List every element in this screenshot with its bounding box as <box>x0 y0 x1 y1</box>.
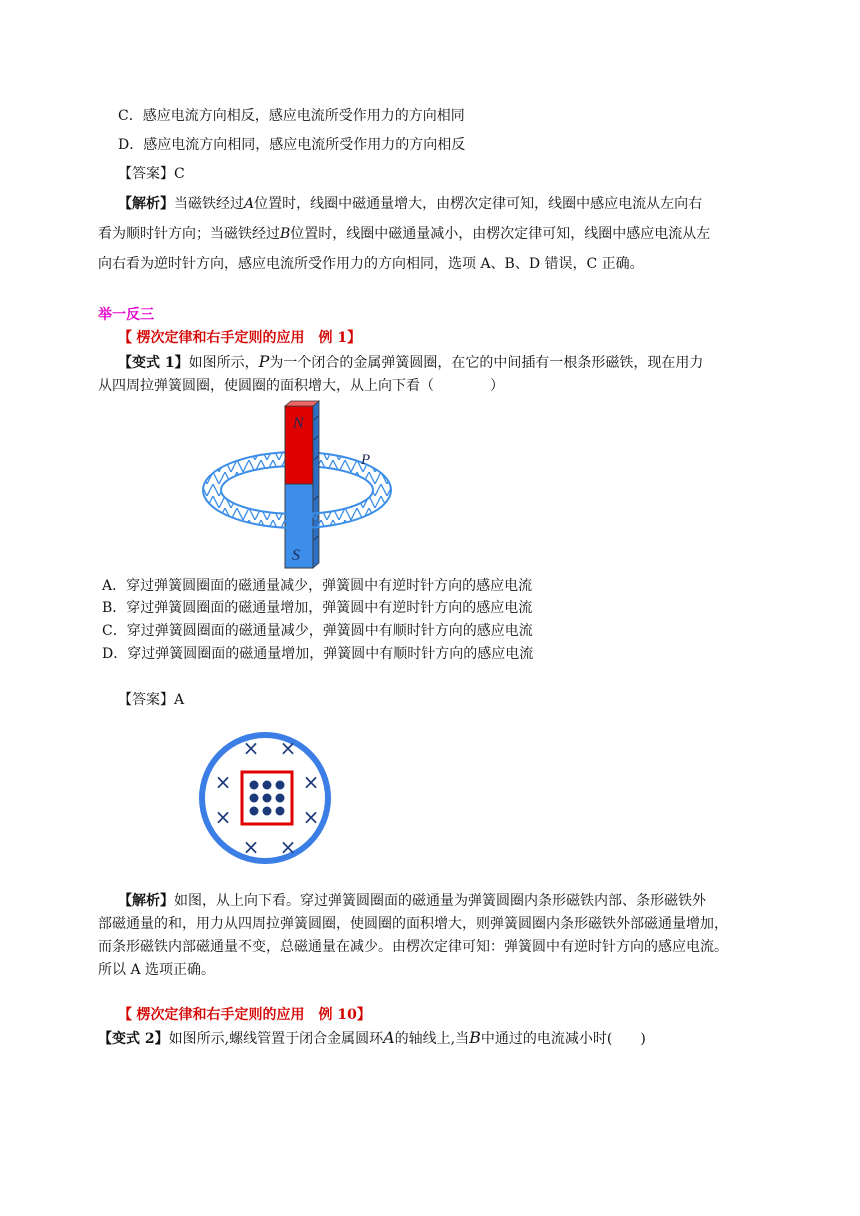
cross-mark: × <box>242 736 260 760</box>
bracket-left: 【 <box>118 1007 132 1023</box>
option-d-prev: D．感应电流方向相同，感应电流所受作用力的方向相反 <box>118 137 466 153</box>
option-c-prev: C．感应电流方向相反，感应电流所受作用力的方向相同 <box>118 108 465 124</box>
bracket-left: 【 <box>118 330 132 346</box>
variant-label: 【变式 2】 <box>98 1031 169 1047</box>
analysis-2-line-2: 部磁通量的和，用力从四周拉弹簧圆圈，使圆圈的面积增大，则弹簧圆圈内条形磁铁外部磁通量增加， <box>98 916 728 932</box>
ring-a-label: A <box>383 1028 395 1047</box>
s-pole-label: S <box>292 547 300 564</box>
analysis-2-line-3: 而条形磁铁内部磁通量不变，总磁通量在减少。由楞次定律可知：弹簧圆中有逆时针方向的感应电流。 <box>98 939 728 955</box>
variant-text: 的轴线上,当 <box>394 1031 470 1047</box>
cross-mark: × <box>214 770 232 794</box>
analysis-1-line-1 <box>118 194 702 214</box>
answer-value: C <box>174 166 185 182</box>
answer-value: A <box>174 692 185 708</box>
heading-2 <box>118 1005 371 1025</box>
position-b: B <box>280 226 291 242</box>
dots-grid <box>250 781 285 816</box>
bracket-right: 】 <box>356 1007 371 1023</box>
variant-p: P <box>258 352 270 371</box>
variant-1-line-2: 从四周拉弹簧圆圈，使圆圈的面积增大，从上向下看（ ） <box>98 378 504 394</box>
section-title: 举一反三 <box>98 307 154 323</box>
cross-mark: × <box>302 805 320 829</box>
n-pole-label: N <box>293 415 304 432</box>
variant-1-line-1 <box>118 352 703 373</box>
option-a: A．穿过弹簧圆圈面的磁通量减少，弹簧圆中有逆时针方向的感应电流 <box>102 578 533 594</box>
cross-mark: × <box>302 770 320 794</box>
position-a: A <box>244 196 255 212</box>
variant-text: 如图所示,螺线管置于闭合金属圆环 <box>168 1031 384 1047</box>
analysis-1-line-2 <box>98 224 710 244</box>
analysis-1-line-3: 向右看为逆时针方向，感应电流所受作用力的方向相同，选项 A、B、D 错误，C 正确。 <box>98 256 644 272</box>
option-d: D．穿过弹簧圆圈面的磁通量增加，弹簧圆中有顺时针方向的感应电流 <box>102 646 534 662</box>
cross-mark: × <box>214 805 232 829</box>
option-c: C．穿过弹簧圆圈面的磁通量减少，弹簧圆中有顺时针方向的感应电流 <box>102 623 533 639</box>
analysis-text: 看为顺时针方向；当磁铁经过 <box>98 226 280 242</box>
ring-p-label: P <box>361 452 371 468</box>
analysis-text: 当磁铁经过 <box>174 196 244 212</box>
solenoid-b-label: B <box>469 1028 481 1047</box>
heading-1 <box>118 328 361 348</box>
magnet-ring-figure <box>195 400 400 572</box>
analysis-text: 位置时，线圈中磁通量增大，由楞次定律可知，线圈中感应电流从左向右 <box>254 196 703 212</box>
cross-mark: × <box>242 835 260 859</box>
top-view-figure <box>198 728 332 868</box>
heading-text: 楞次定律和右手定则的应用 例 1 <box>136 330 348 346</box>
answer-1 <box>118 164 185 184</box>
analysis-label: 【解析】 <box>118 893 174 909</box>
variant-2-line <box>98 1028 646 1049</box>
analysis-text: 如图，从上向下看。穿过弹簧圆圈面的磁通量为弹簧圆圈内条形磁铁内部、条形磁铁外 <box>174 893 706 909</box>
answer-label: 【答案】 <box>118 692 174 708</box>
cross-mark: × <box>279 736 297 760</box>
option-b: B．穿过弹簧圆圈面的磁通量增加，弹簧圆中有逆时针方向的感应电流 <box>102 600 533 616</box>
answer-label: 【答案】 <box>118 166 174 182</box>
analysis-2-line-4: 所以 A 选项正确。 <box>98 962 216 978</box>
cross-mark: × <box>279 835 297 859</box>
heading-text: 楞次定律和右手定则的应用 例 10 <box>136 1007 357 1023</box>
answer-2 <box>118 690 184 710</box>
variant-label: 【变式 1】 <box>118 355 189 371</box>
analysis-2-line-1 <box>118 891 706 911</box>
variant-text: 中通过的电流减小时( ) <box>480 1031 646 1047</box>
bracket-right: 】 <box>347 330 362 346</box>
variant-text: 为一个闭合的金属弹簧圆圈，在它的中间插有一根条形磁铁，现在用力 <box>269 355 704 371</box>
analysis-label: 【解析】 <box>118 196 174 212</box>
variant-text: 如图所示， <box>188 355 259 371</box>
analysis-text: 位置时，线圈中磁通量减小，由楞次定律可知，线圈中感应电流从左 <box>290 226 711 242</box>
